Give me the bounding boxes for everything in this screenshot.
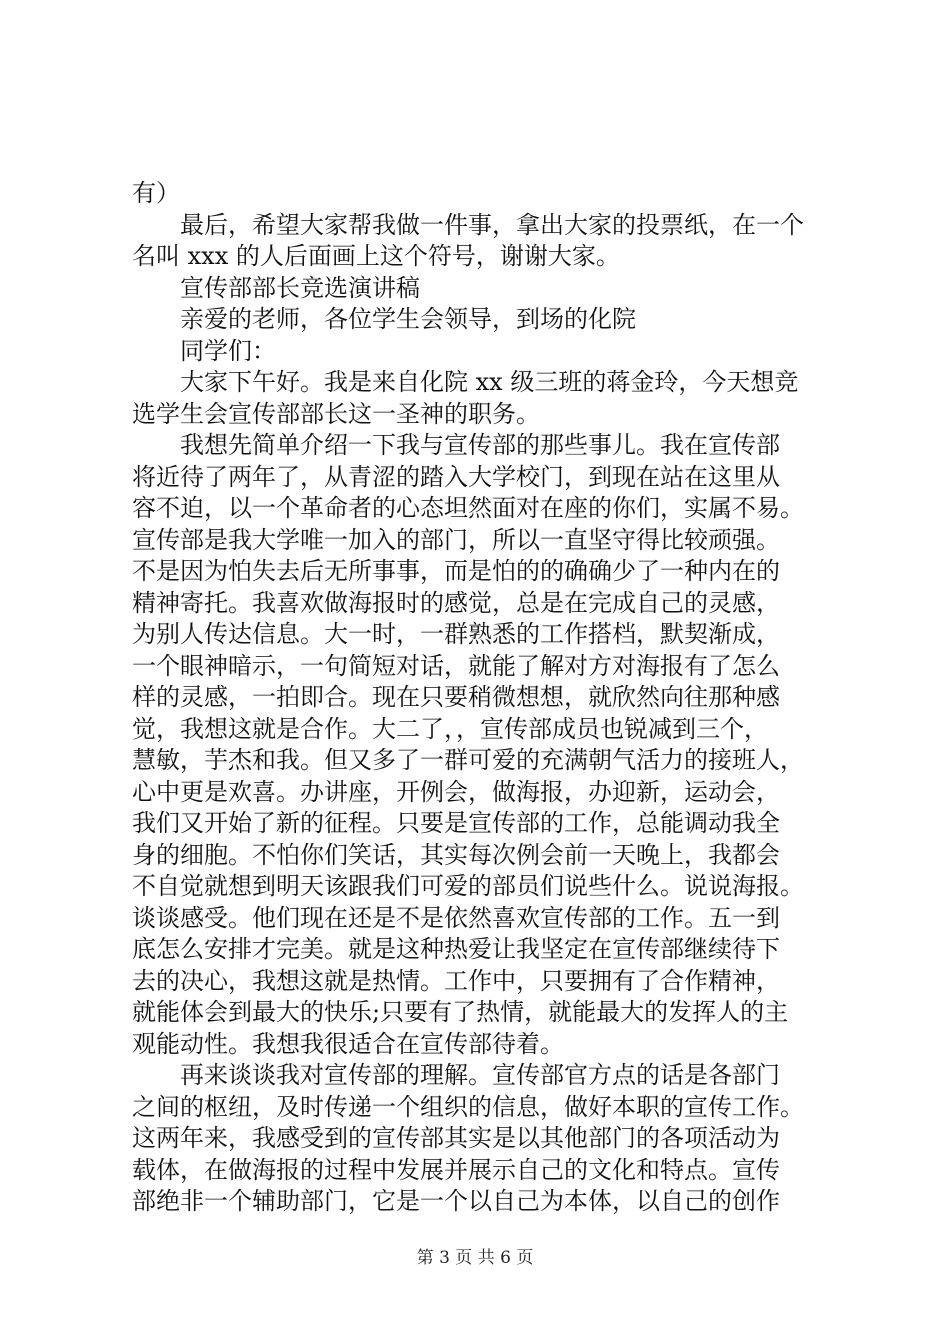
text-line: 样的灵感，一拍即合。现在只要稍微想想，就欣然向往那种感: [132, 683, 780, 711]
text-line: 精神寄托。我喜欢做海报时的感觉，总是在完成自己的灵感，: [132, 588, 780, 617]
text-line: 一个眼神暗示，一句简短对话，就能了解对方对海报有了怎么: [132, 651, 780, 680]
text-line: 有）: [132, 179, 180, 207]
text-line: 身的细胞。不怕你们笑话，其实每次例会前一天晚上，我都会: [132, 840, 780, 869]
text-line: 谈谈感受。他们现在还是不是依然喜欢宣传部的工作。五一到: [132, 903, 780, 932]
text-line: 将近待了两年了，从青涩的踏入大学校门，到现在站在这里从: [132, 462, 780, 491]
text-line: 宣传部是我大学唯一加入的部门，所以一直坚守得比较顽强。: [132, 525, 780, 554]
text-line: 底怎么安排才完美。就是这种热爱让我坚定在宣传部继续待下: [132, 935, 780, 963]
text-line: 为别人传达信息。大一时，一群熟悉的工作搭档，默契渐成，: [132, 620, 780, 648]
text-line: 再来谈谈我对宣传部的理解。宣传部官方点的话是各部门: [180, 1061, 780, 1089]
page-footer: 第 3 页 共 6 页: [416, 1248, 534, 1268]
text-line: 观能动性。我想我很适合在宣传部待着。: [132, 1029, 564, 1058]
text-line: 容不迫，以一个革命者的心态坦然面对在座的你们，实属不易。: [132, 494, 804, 522]
text-line: 同学们：: [180, 336, 276, 365]
text-line: 大家下午好。我是来自化院 xx 级三班的蒋金玲，今天想竞: [180, 368, 799, 396]
text-line: 宣传部部长竞选演讲稿: [180, 273, 420, 302]
text-line: 我想先简单介绍一下我与宣传部的那些事儿。我在宣传部: [180, 431, 780, 459]
document-body: [132, 178, 832, 1218]
text-line: 最后，希望大家帮我做一件事，拿出大家的投票纸，在一个: [180, 210, 804, 239]
text-line: 选学生会宣传部部长这一圣神的职务。: [132, 399, 540, 428]
text-line: 去的决心，我想这就是热情。工作中，只要拥有了合作精神，: [132, 966, 780, 995]
text-line: 就能体会到最大的快乐;只要有了热情，就能最大的发挥人的主: [132, 998, 789, 1026]
text-line: 这两年来，我感受到的宣传部其实是以其他部门的各项活动为: [132, 1124, 780, 1152]
text-line: 觉，我想这就是合作。大二了，，宣传部成员也锐减到三个，: [132, 714, 768, 743]
text-line: 我们又开始了新的征程。只要是宣传部的工作，总能调动我全: [132, 809, 780, 837]
text-line: 载体，在做海报的过程中发展并展示自己的文化和特点。宣传: [132, 1155, 780, 1184]
text-line: 心中更是欢喜。办讲座，开例会，做海报，办迎新，运动会，: [132, 777, 780, 806]
text-line: 亲爱的老师，各位学生会领导，到场的化院: [180, 305, 636, 333]
text-line: 之间的枢纽，及时传递一个组织的信息，做好本职的宣传工作。: [132, 1092, 804, 1121]
text-line: 名叫 xxx 的人后面画上这个符号，谢谢大家。: [132, 242, 620, 270]
text-line: 不自觉就想到明天该跟我们可爱的部员们说些什么。说说海报。: [132, 872, 804, 900]
text-line: 不是因为怕失去后无所事事，而是怕的的确确少了一种内在的: [132, 557, 780, 585]
text-line: 慧敏，芋杰和我。但又多了一群可爱的充满朝气活力的接班人，: [132, 746, 804, 774]
text-line: 部绝非一个辅助部门，它是一个以自己为本体，以自己的创作: [132, 1187, 780, 1215]
